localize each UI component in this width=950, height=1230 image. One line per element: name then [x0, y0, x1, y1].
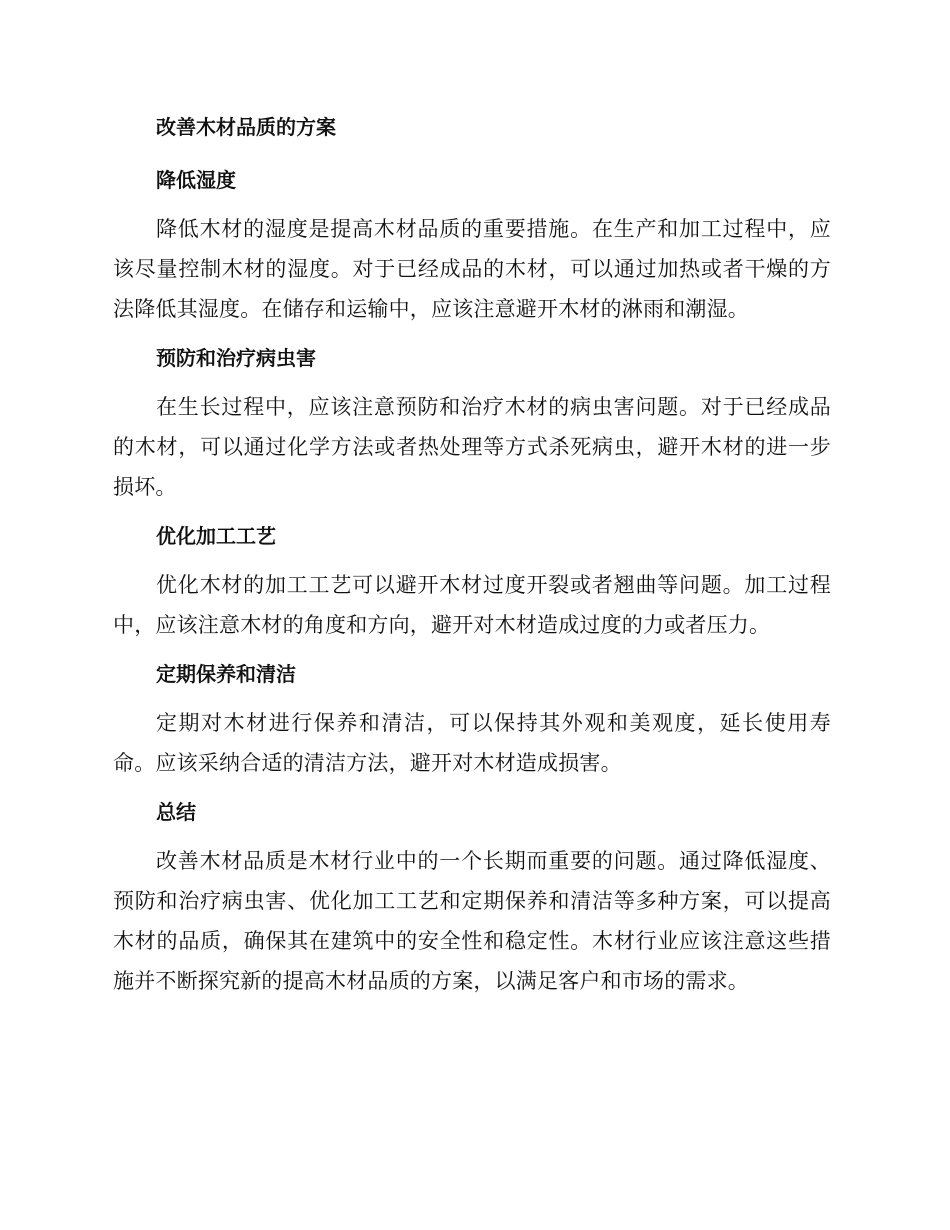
section-heading-reduce-humidity: 降低湿度: [156, 168, 236, 192]
document-body: [113, 112, 831, 1001]
section-heading-summary: 总结: [156, 800, 196, 824]
section-heading-maintenance: 定期保养和清洁: [156, 662, 296, 686]
section-heading-process-optimization: 优化加工工艺: [156, 524, 276, 548]
section-paragraph-process-optimization: 优化木材的加工工艺可以避开木材过度开裂或者翘曲等问题。加工过程中，应该注意木材的角度和方向，避开对木材造成过度的力或者压力。: [113, 573, 831, 637]
section-paragraph-summary: 改善木材品质是木材行业中的一个长期而重要的问题。通过降低湿度、预防和治疗病虫害、优化加工工艺和定期保养和清洁等多种方案，可以提高木材的品质，确保其在建筑中的安全性和稳定性。木材行业应该注意这些措施并不断探究新的提高木材品质的方案，以满足客户和市场的需求。: [113, 849, 831, 993]
section-paragraph-maintenance: 定期对木材进行保养和清洁，可以保持其外观和美观度，延长使用寿命。应该采纳合适的清洁方法，避开对木材造成损害。: [113, 711, 831, 775]
section-paragraph-reduce-humidity: 降低木材的湿度是提高木材品质的重要措施。在生产和加工过程中，应该尽量控制木材的湿度。对于已经成品的木材，可以通过加热或者干燥的方法降低其湿度。在储存和运输中，应该注意避开木材的淋雨和潮湿。: [113, 217, 831, 321]
section-paragraph-pest-control: 在生长过程中，应该注意预防和治疗木材的病虫害问题。对于已经成品的木材，可以通过化学方法或者热处理等方式杀死病虫，避开木材的进一步损坏。: [113, 395, 831, 499]
section-heading-pest-control: 预防和治疗病虫害: [156, 346, 316, 370]
document-title: 改善木材品质的方案: [156, 115, 336, 139]
